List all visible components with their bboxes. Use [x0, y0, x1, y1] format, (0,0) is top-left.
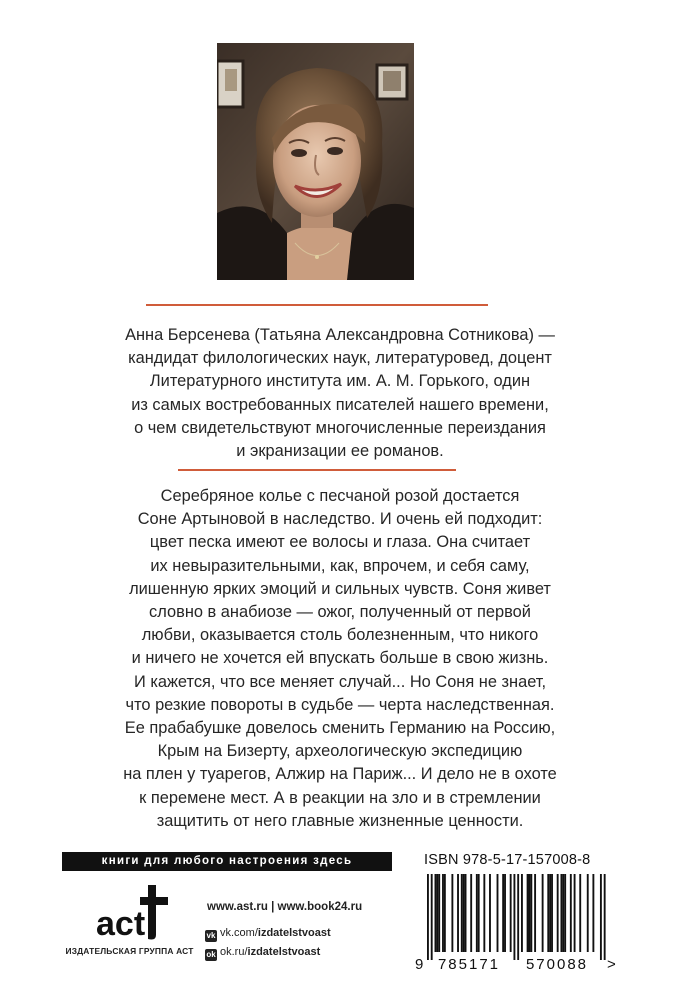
divider-top — [146, 304, 488, 306]
bio-line: Литературного института им. А. М. Горького, один — [149, 372, 531, 391]
ok-prefix: ok.ru/ — [220, 946, 248, 958]
barcode-bar — [461, 874, 463, 952]
blurb-line: Крым на Бизерту, археологическую экспедицию — [157, 742, 523, 761]
barcode-bar — [600, 874, 602, 960]
barcode-bar — [436, 874, 438, 952]
author-bio — [80, 324, 600, 463]
barcode-bar — [435, 874, 437, 952]
barcode-first-digit: 9 — [415, 956, 424, 972]
isbn-label: ISBN 978-5-17-157008-8 — [424, 852, 591, 868]
barcode-right-digits: 570088 — [525, 956, 589, 972]
author-photo — [217, 43, 414, 280]
barcode-bar — [549, 874, 551, 952]
ok-icon: ok — [206, 950, 216, 959]
barcode-bar — [483, 874, 485, 952]
bio-line: кандидат филологических наук, литературовед, доцент — [128, 349, 552, 368]
barcode-bar — [527, 874, 529, 952]
barcode-bar — [529, 874, 531, 952]
barcode-bar — [470, 874, 472, 952]
barcode-bar — [604, 874, 606, 960]
ok-handle: izdatelstvoast — [247, 946, 321, 958]
publisher-name: ИЗДАТЕЛЬСКАЯ ГРУППА АСТ — [65, 946, 194, 956]
barcode-bar — [513, 874, 515, 960]
book-blurb — [80, 485, 600, 833]
blurb-line: любви, оказывается столь болезненным, что никого — [141, 626, 539, 645]
barcode-bar — [551, 874, 553, 952]
blurb-line: Соне Артыновой в наследство. И очень ей подходит: — [137, 510, 543, 529]
barcode-bar — [431, 874, 433, 960]
tagline-bar: книги для любого настроения здесь — [62, 852, 392, 871]
barcode-bar — [442, 874, 444, 952]
barcode-bar — [463, 874, 465, 952]
bio-line: о чем свидетельствуют многочисленные переиздания — [134, 418, 546, 437]
barcode-bar — [497, 874, 499, 952]
blurb-line: лишенную ярких эмоций и сильных чувств. Соня живет — [129, 579, 551, 598]
barcode-bar — [476, 874, 478, 952]
barcode-bar — [465, 874, 467, 952]
barcode-bar — [562, 874, 564, 952]
barcode-bar — [502, 874, 504, 952]
blurb-line: к перемене мест. А в реакции на зло и в стремлении — [139, 788, 541, 807]
blurb-line: И кажется, что все меняет случай... Но Соня не знает, — [133, 672, 547, 691]
barcode-bar — [592, 874, 594, 952]
bio-line: из самых востребованных писателей нашего времени, — [131, 395, 549, 414]
barcode-bar — [444, 874, 446, 952]
barcode-bar — [574, 874, 576, 952]
barcode-bar — [547, 874, 549, 952]
vk-prefix: vk.com/ — [220, 927, 258, 939]
svg-text:act: act — [96, 905, 146, 943]
vk-icon: vk — [206, 931, 216, 940]
barcode-bar — [489, 874, 491, 952]
blurb-line: цвет песка имеют ее волосы и глаза. Она считает — [149, 533, 531, 552]
barcode-bar — [510, 874, 512, 952]
bio-line: Анна Берсенева (Татьяна Александровна Сотникова) — — [125, 326, 555, 344]
barcode-bar — [504, 874, 506, 952]
blurb-line: Ее прабабушке довелось сменить Германию на Россию, — [124, 719, 556, 738]
barcode-bar — [451, 874, 453, 952]
blurb-line: что резкие повороты в судьбе — черта наследственная. — [125, 695, 555, 714]
barcode-bar — [579, 874, 581, 952]
barcode-left-digits: 785171 — [437, 956, 501, 972]
author-portrait-photo-icon — [217, 43, 414, 280]
barcode-bar — [542, 874, 544, 952]
blurb-line: защитить от него главные жизненные ценности. — [156, 811, 524, 830]
barcode-bar — [534, 874, 536, 952]
barcode-bar — [570, 874, 572, 952]
blurb-line: и ничего не хочется ей впускать больше в свою жизнь. — [131, 649, 549, 668]
bio-line: и экранизации ее романов. — [236, 442, 444, 461]
barcode-bar — [478, 874, 480, 952]
blurb-line: словно в анабиозе — ожог, полученный от первой — [149, 603, 531, 622]
blurb-line: на плен у туарегов, Алжир на Париж... И дело не в охоте — [123, 765, 557, 784]
social-link-ok[interactable] — [205, 946, 320, 961]
barcode-bar — [438, 874, 440, 952]
publisher-websites[interactable]: www.ast.ru | www.book24.ru — [207, 901, 363, 913]
divider-middle — [178, 469, 456, 471]
act-logo-icon — [90, 877, 182, 943]
barcode-bar — [587, 874, 589, 952]
barcode-bar — [557, 874, 559, 952]
blurb-line: их невыразительными, как, впрочем, и себя саму, — [150, 556, 530, 575]
blurb-line: Серебряное колье с песчаной розой достается — [160, 487, 520, 505]
social-link-vk[interactable] — [205, 927, 331, 942]
barcode-bar — [517, 874, 519, 960]
barcode-bar — [521, 874, 523, 952]
isbn-barcode — [413, 872, 621, 972]
barcode-arrow: > — [607, 956, 616, 972]
barcode-bar — [427, 874, 429, 960]
barcode-bar — [564, 874, 566, 952]
barcode-bar — [560, 874, 562, 952]
barcode-bar — [530, 874, 532, 952]
vk-handle: izdatelstvoast — [257, 927, 331, 939]
barcode-bar — [457, 874, 459, 952]
